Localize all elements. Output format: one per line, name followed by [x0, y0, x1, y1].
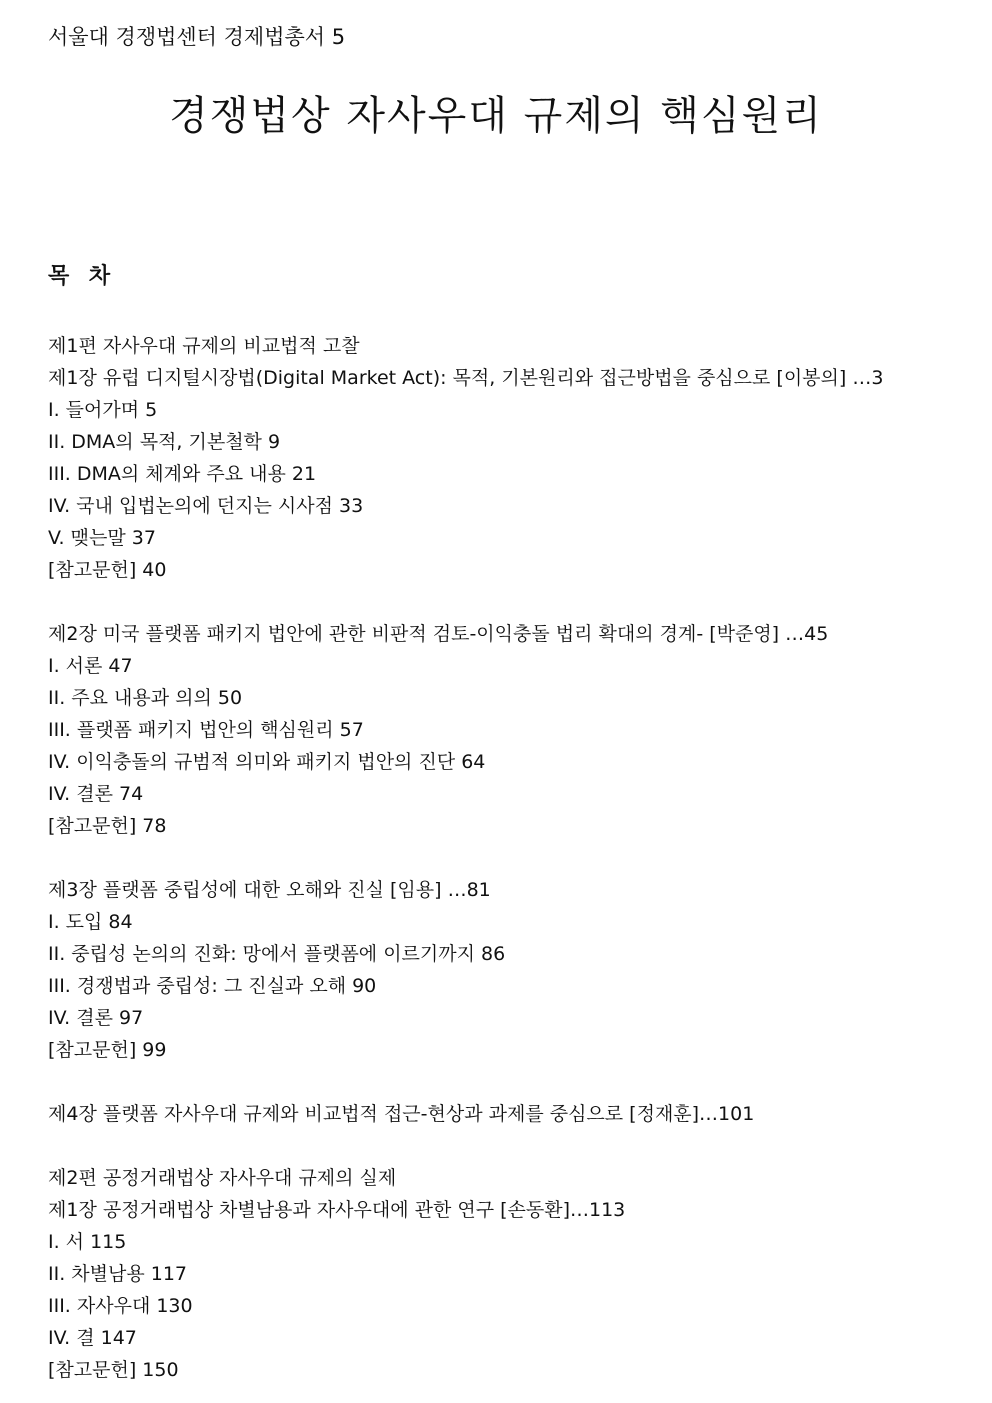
toc-item: II. 차별남용 117 [48, 1263, 188, 1285]
toc-item: II. DMA의 목적, 기본철학 9 [48, 431, 281, 453]
table-of-contents [48, 330, 968, 1386]
spacer [48, 842, 968, 874]
series-name: 서울대 경쟁법센터 경제법총서 5 [48, 25, 346, 49]
chapter-title: 제1장 공정거래법상 차별남용과 자사우대에 관한 연구 [손동환]…113 [48, 1199, 626, 1221]
chapter-title: 제4장 플랫폼 자사우대 규제와 비교법적 접근-현상과 과제를 중심으로 [정재훈]…101 [48, 1103, 755, 1125]
toc-item: III. DMA의 체계와 주요 내용 21 [48, 463, 317, 485]
toc-item: II. 중립성 논의의 진화: 망에서 플랫폼에 이르기까지 86 [48, 943, 506, 965]
toc-item: II. 주요 내용과 의의 50 [48, 687, 243, 709]
chapter-title: 제2장 미국 플랫폼 패키지 법안에 관한 비판적 검토-이익충돌 법리 확대의 경계- [박준영] …45 [48, 623, 829, 645]
chapter-title: 제1장 유럽 디지털시장법(Digital Market Act): 목적, 기본원리와 접근방법을 중심으로 [이봉의] …3 [48, 367, 884, 389]
toc-item: IV. 국내 입법논의에 던지는 시사점 33 [48, 495, 364, 517]
spacer [48, 586, 968, 618]
toc-item: III. 자사우대 130 [48, 1295, 193, 1317]
toc-item: [참고문헌] 150 [48, 1359, 179, 1381]
toc-item: I. 서론 47 [48, 655, 133, 677]
toc-item: IV. 결 147 [48, 1327, 137, 1349]
toc-heading: 목 차 [48, 264, 117, 289]
chapter-title: 제3장 플랫폼 중립성에 대한 오해와 진실 [임용] …81 [48, 879, 491, 901]
toc-item: I. 도입 84 [48, 911, 133, 933]
toc-item: III. 플랫폼 패키지 법안의 핵심원리 57 [48, 719, 364, 741]
book-title: 경쟁법상 자사우대 규제의 핵심원리 [169, 93, 823, 139]
toc-item: [참고문헌] 99 [48, 1039, 167, 1061]
toc-item: III. 경쟁법과 중립성: 그 진실과 오해 90 [48, 975, 377, 997]
toc-item: I. 서 115 [48, 1231, 127, 1253]
toc-item: IV. 결론 74 [48, 783, 144, 805]
toc-item: V. 맺는말 37 [48, 527, 156, 549]
spacer [48, 1130, 968, 1162]
spacer [48, 1066, 968, 1098]
toc-item: IV. 이익충돌의 규범적 의미와 패키지 법안의 진단 64 [48, 751, 486, 773]
toc-item: I. 들어가며 5 [48, 399, 158, 421]
toc-item: [참고문헌] 40 [48, 559, 167, 581]
part-title: 제2편 공정거래법상 자사우대 규제의 실제 [48, 1167, 397, 1189]
part-title: 제1편 자사우대 규제의 비교법적 고찰 [48, 335, 360, 357]
toc-item: IV. 결론 97 [48, 1007, 144, 1029]
toc-item: [참고문헌] 78 [48, 815, 167, 837]
